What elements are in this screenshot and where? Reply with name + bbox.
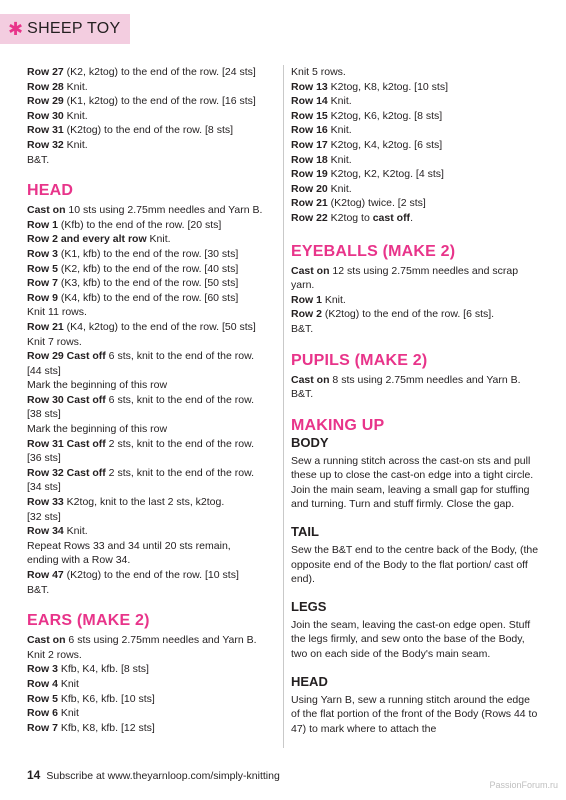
row-label: Row 21 <box>291 197 328 210</box>
row-text: Knit 2 rows. <box>27 648 82 661</box>
instruction-line <box>291 278 541 293</box>
instruction-line <box>27 65 275 80</box>
row-text: K2tog, K8, k2tog. [10 sts] <box>327 80 449 93</box>
row-label: Row 32 <box>27 138 64 151</box>
instruction-line <box>291 211 541 226</box>
watermark: PassionForum.ru <box>489 780 558 790</box>
row-label: Cast on <box>27 634 66 647</box>
row-text: Knit. <box>327 124 352 137</box>
instruction-line <box>291 167 541 182</box>
instruction-line <box>27 510 275 525</box>
row-text: Knit. <box>63 525 88 538</box>
row-text: (K2tog) to the end of the row. [8 sts] <box>63 124 234 137</box>
row-text: (K3, kfb) to the end of the row. [50 sts] <box>57 277 239 290</box>
row-label: Row 17 <box>291 138 328 151</box>
subscribe-link-text: Subscribe at www.theyarnloop.com/simply-knitting <box>46 770 280 782</box>
row-label: Row 29 Cast off <box>27 350 106 363</box>
row-text: (K2, kfb) to the end of the row. [40 sts] <box>57 262 239 275</box>
row-label: Row 19 <box>291 168 328 181</box>
row-text: . <box>410 211 413 224</box>
row-text: 6 sts, knit to the end of the row. <box>105 350 255 363</box>
row-label: Row 7 <box>27 721 58 734</box>
row-text: Knit 11 rows. <box>27 306 87 319</box>
instruction-line <box>27 524 275 539</box>
row-label: Row 4 <box>27 677 58 690</box>
row-text: 2 sts, knit to the end of the row. <box>105 437 255 450</box>
ears-instructions <box>27 633 275 735</box>
eyeballs-heading: EYEBALLS (MAKE 2) <box>291 242 456 260</box>
pupils-heading: PUPILS (MAKE 2) <box>291 351 428 369</box>
instruction-line <box>27 393 275 408</box>
row-label: Row 20 <box>291 182 328 195</box>
section-title: SHEEP TOY <box>27 20 121 37</box>
row-text: Knit. <box>327 95 352 108</box>
head-text: Using Yarn B, sew a running stitch around the edge of the flat portion of the front of the Body (Rows 44 to 47) to mark where to attach the <box>291 693 538 735</box>
row-label: Cast on <box>291 373 330 386</box>
row-label: Row 22 <box>291 211 328 224</box>
row-label: cast off <box>372 211 411 224</box>
row-label: Row 30 <box>27 109 64 122</box>
instruction-line <box>27 94 275 109</box>
instruction-line <box>291 65 541 80</box>
section-tab <box>0 14 130 44</box>
instruction-line <box>27 466 275 481</box>
row-label: Row 18 <box>291 153 328 166</box>
instruction-line <box>27 437 275 452</box>
row-label: Row 9 <box>27 291 58 304</box>
row-text: (K2tog) to the end of the row. [10 sts] <box>63 569 239 581</box>
instruction-line <box>27 451 275 466</box>
row-text: Knit <box>57 707 79 720</box>
row-text: [38 sts] <box>27 408 61 421</box>
instruction-line <box>291 307 541 322</box>
row-text: Kfb, K8, kfb. [12 sts] <box>57 721 155 734</box>
instruction-line <box>27 291 275 306</box>
row-text: (K1, k2tog) to the end of the row. [16 sts] <box>63 95 256 108</box>
instruction-line <box>27 568 275 583</box>
row-label: Row 28 <box>27 80 64 93</box>
row-label: Row 33 <box>27 496 64 509</box>
row-text: Knit. <box>321 293 346 306</box>
row-text: Knit 7 rows. <box>27 335 82 348</box>
legs-text: Join the seam, leaving the cast-on edge open. Stuff the legs firmly, and sew onto the base of the Body, two on each side of the Body's main seam. <box>291 618 531 661</box>
instruction-line <box>27 335 275 350</box>
row-text: K2tog, knit to the last 2 sts, k2tog. <box>63 496 225 509</box>
eyeballs-instructions <box>291 264 541 337</box>
row-text: (K4, k2tog) to the end of the row. [50 sts] <box>63 320 256 333</box>
row-label: Row 7 <box>27 277 58 290</box>
instruction-line <box>291 153 541 168</box>
instruction-line <box>291 138 541 153</box>
instruction-line <box>27 583 275 598</box>
row-label: Row 30 Cast off <box>27 393 106 406</box>
row-label: Row 16 <box>291 124 328 137</box>
row-text: B&T. <box>27 153 50 166</box>
row-label: Row 3 <box>27 247 58 260</box>
row-label: Row 31 <box>27 124 64 137</box>
pupils-instructions <box>291 373 541 402</box>
row-text: B&T. <box>291 388 314 401</box>
row-text: B&T. <box>291 322 314 335</box>
row-text: K2tog, K4, k2tog. [6 sts] <box>327 138 443 151</box>
row-text: ending with a Row 34. <box>27 554 131 567</box>
row-label: Row 14 <box>291 95 328 108</box>
row-label: Row 31 Cast off <box>27 437 106 450</box>
instruction-line <box>27 138 275 153</box>
row-label: Row 21 <box>27 320 64 333</box>
page-number: 14 <box>27 768 41 782</box>
instruction-line <box>27 407 275 422</box>
row-text: K2tog to <box>327 211 373 224</box>
body-text: Sew a running stitch across the cast-on sts and pull these up to close the cast-on edge into a tight circle. Join the main seam, leaving a small gap for stuffing and turning. Turn and stuff firmly. Close the gap. <box>291 454 534 511</box>
row-text: K2tog, K6, k2tog. [8 sts] <box>327 109 443 122</box>
body-rows-continued <box>27 65 275 167</box>
row-text: (K2tog) twice. [2 sts] <box>327 197 426 210</box>
instruction-line <box>27 677 275 692</box>
instruction-line <box>291 196 541 211</box>
instruction-line <box>291 387 541 402</box>
instruction-line <box>291 264 541 279</box>
row-text: Knit. <box>63 138 88 151</box>
row-label: Row 29 <box>27 95 64 108</box>
row-text: Knit 5 rows. <box>291 66 346 78</box>
tail-subheading: TAIL <box>291 524 319 540</box>
legs-subheading: LEGS <box>291 598 327 614</box>
row-text: 12 sts using 2.75mm needles and scrap <box>329 264 519 277</box>
row-text: [34 sts] <box>27 481 61 494</box>
row-text: 6 sts, knit to the end of the row. <box>105 393 255 406</box>
row-text: Kfb, K4, kfb. [8 sts] <box>57 663 149 676</box>
row-label: Row 47 <box>27 569 64 581</box>
instruction-line <box>27 480 275 495</box>
row-text: B&T. <box>27 583 50 596</box>
instruction-line <box>27 721 275 736</box>
instruction-line <box>27 662 275 677</box>
instruction-line <box>291 94 541 109</box>
page-footer <box>27 768 280 782</box>
row-text: K2tog, K2, K2tog. [4 sts] <box>327 168 444 181</box>
ears-rows-continued <box>291 65 541 226</box>
row-text: 8 sts using 2.75mm needles and Yarn B. <box>329 373 521 386</box>
row-text: Repeat Rows 33 and 34 until 20 sts remain, <box>27 539 231 552</box>
row-text: 2 sts, knit to the end of the row. <box>105 466 255 479</box>
body-subheading: BODY <box>291 434 329 450</box>
making-up-heading: MAKING UP <box>291 416 385 434</box>
row-text: 6 sts using 2.75mm needles and Yarn B. <box>65 634 257 647</box>
instruction-line <box>27 232 275 247</box>
row-label: Row 27 <box>27 66 64 78</box>
row-label: Cast on <box>291 264 330 277</box>
instruction-line <box>27 109 275 124</box>
instruction-line <box>27 218 275 233</box>
asterisk-icon: ✱ <box>8 19 24 39</box>
right-column <box>291 65 541 736</box>
row-text: (K4, kfb) to the end of the row. [60 sts] <box>57 291 239 304</box>
row-label: Row 2 and every alt row <box>27 233 147 246</box>
instruction-line <box>27 276 275 291</box>
row-label: Row 2 <box>291 308 322 321</box>
instruction-line <box>27 80 275 95</box>
column-divider <box>283 65 284 748</box>
head-instructions <box>27 203 275 597</box>
instruction-line <box>27 633 275 648</box>
row-label: Row 6 <box>27 707 58 720</box>
row-text: 10 sts using 2.75mm needles and Yarn B. <box>65 204 263 217</box>
row-text: Knit. <box>327 153 352 166</box>
instruction-line <box>27 706 275 721</box>
instruction-line <box>291 109 541 124</box>
instruction-line <box>27 305 275 320</box>
tail-text: Sew the B&T end to the centre back of the Body, (the opposite end of the Body to the flat portion/ cast off end). <box>291 544 539 586</box>
row-label: Row 5 <box>27 692 58 705</box>
row-text: yarn. <box>291 279 315 292</box>
row-label: Row 5 <box>27 262 58 275</box>
row-text: (Kfb) to the end of the row. [20 sts] <box>57 218 222 231</box>
row-text: (K2tog) to the end of the row. [6 sts]. <box>321 308 495 321</box>
instruction-line <box>27 123 275 138</box>
row-label: Row 32 Cast off <box>27 466 106 479</box>
row-text: Mark the beginning of this row <box>27 379 168 392</box>
row-text: Knit <box>57 677 79 690</box>
instruction-line <box>291 322 541 337</box>
instruction-line <box>27 349 275 364</box>
row-text: [44 sts] <box>27 364 61 377</box>
row-text: (K1, kfb) to the end of the row. [30 sts] <box>57 247 239 260</box>
row-text: (K2, k2tog) to the end of the row. [24 sts] <box>63 66 256 78</box>
instruction-line <box>27 692 275 707</box>
ears-heading: EARS (MAKE 2) <box>27 612 150 630</box>
row-label: Row 3 <box>27 663 58 676</box>
row-text: Knit. <box>63 80 88 93</box>
row-text: Kfb, K6, kfb. [10 sts] <box>57 692 155 705</box>
instruction-line <box>27 262 275 277</box>
left-column <box>27 65 275 735</box>
instruction-line <box>27 422 275 437</box>
instruction-line <box>27 247 275 262</box>
instruction-line <box>27 495 275 510</box>
row-text: Knit. <box>146 233 171 246</box>
instruction-line <box>291 293 541 308</box>
row-label: Row 1 <box>291 293 322 306</box>
instruction-line <box>27 378 275 393</box>
row-label: Row 1 <box>27 218 58 231</box>
instruction-line <box>27 539 275 554</box>
instruction-line <box>27 320 275 335</box>
instruction-line <box>291 80 541 95</box>
instruction-line <box>27 648 275 663</box>
row-text: Knit. <box>327 182 352 195</box>
instruction-line <box>27 553 275 568</box>
row-label: Row 13 <box>291 80 328 93</box>
row-text: [36 sts] <box>27 452 61 465</box>
head-heading: HEAD <box>27 182 74 200</box>
instruction-line <box>27 203 275 218</box>
instruction-line <box>27 153 275 168</box>
row-text: Knit. <box>63 109 88 122</box>
row-label: Row 34 <box>27 525 64 538</box>
row-text: Mark the beginning of this row <box>27 423 168 436</box>
instruction-line <box>27 364 275 379</box>
instruction-line <box>291 182 541 197</box>
row-label: Row 15 <box>291 109 328 122</box>
instruction-line <box>291 373 541 388</box>
head-subheading: HEAD <box>291 673 328 689</box>
instruction-line <box>291 123 541 138</box>
row-text: [32 sts] <box>27 510 61 523</box>
row-label: Cast on <box>27 204 66 217</box>
